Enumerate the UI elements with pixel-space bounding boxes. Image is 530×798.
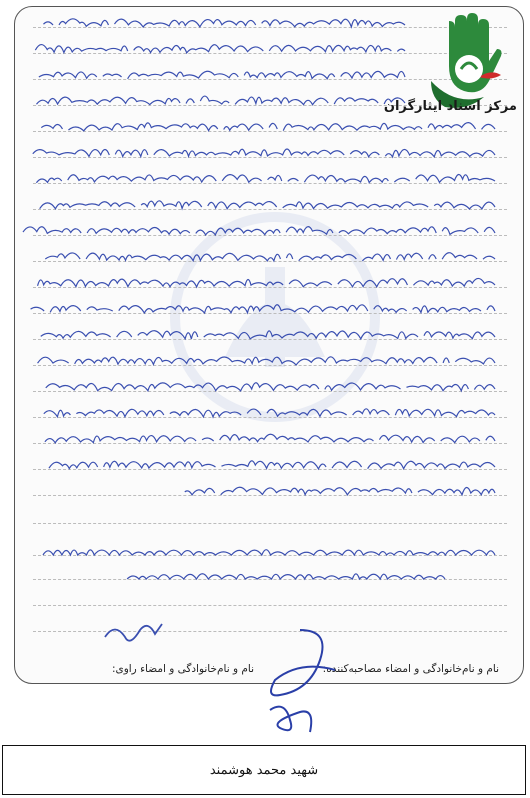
handwritten-line (36, 174, 495, 182)
handwritten-line (43, 461, 495, 469)
handwritten-line (38, 278, 495, 287)
handwritten-line (31, 305, 495, 313)
handwritten-line (45, 253, 495, 261)
narrator-signature (100, 612, 170, 652)
handwritten-line (39, 434, 495, 443)
caption-box (2, 745, 526, 795)
handwritten-line (46, 383, 495, 391)
handwritten-line (44, 409, 495, 417)
handwritten-line (33, 149, 495, 157)
document-sheet (14, 6, 524, 684)
handwritten-line (43, 19, 405, 27)
interviewer-signature (240, 610, 360, 740)
handwritten-line (127, 574, 445, 579)
handwritten-line (39, 71, 405, 79)
interviewer-label: نام و نام‌خانوادگی و امضاء مصاحبه‌کننده: (322, 663, 499, 675)
handwritten-line (41, 123, 495, 131)
handwritten-line (41, 331, 495, 339)
handwritten-line (38, 357, 495, 365)
caption-text: شهید محمد هوشمند (209, 762, 319, 778)
organization-name: مرکز اسناد ایثارگران (383, 99, 517, 114)
narrator-label: نام و نام‌خانوادگی و امضاء راوی: (111, 663, 254, 675)
handwritten-line (23, 227, 495, 235)
handwritten-line (185, 487, 495, 495)
handwritten-line (43, 550, 495, 555)
handwritten-line (36, 96, 405, 105)
handwritten-line (40, 201, 495, 209)
handwritten-line (35, 45, 405, 53)
